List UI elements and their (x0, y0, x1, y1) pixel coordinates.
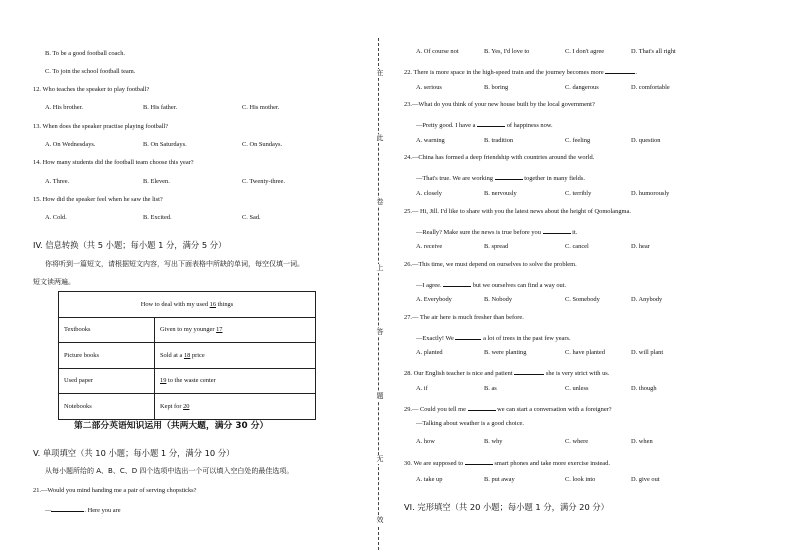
q24-option-c: C. terribly (565, 190, 592, 197)
q21-option-a: A. Of course not (416, 48, 459, 55)
q27-line-2-pre: —Exactly! We (416, 335, 454, 342)
q26-line-2-post: but we ourselves can find a way out. (472, 282, 567, 289)
q14-option-c: C. Twenty-three. (242, 178, 285, 185)
q26-stem: 26.—This time, we must depend on ourselves to solve the problem. (404, 261, 577, 268)
q12-stem: 12. Who teaches the speaker to play football? (33, 86, 150, 93)
q23-line-2 (416, 120, 553, 129)
part-2-title: 第二部分英语知识运用（共两大题，满分 30 分） (74, 421, 269, 431)
q15-option-c: C. Sad. (242, 214, 261, 221)
q23-option-a: A. warning (416, 137, 445, 144)
q29-blank[interactable] (468, 404, 496, 411)
section-4-instruction-line-2: 短文读两遍。 (33, 278, 75, 286)
q30-option-d: D. give out (631, 476, 660, 483)
seal-dashed-line (378, 38, 379, 550)
q13-option-a: A. On Wednesdays. (45, 141, 96, 148)
q27-option-c: C. have planted (565, 349, 605, 356)
section-5-instruction: 从每小题所给的 A、B、C、D 四个选项中选出一个可以填入空白处的最佳选项。 (45, 467, 294, 475)
q28-stem-pre: 28. Our English teacher is nice and patient (404, 370, 513, 377)
table-cell-item: Textbooks (59, 317, 155, 343)
action-suffix: price (190, 351, 205, 359)
q22-option-c: C. dangerous (565, 84, 599, 91)
q30-option-b: B. put away (484, 476, 515, 483)
q15-option-a: A. Cold. (45, 214, 67, 221)
q25-option-d: D. hear (631, 243, 650, 250)
seal-char: 在 (376, 69, 384, 77)
q25-option-a: A. receive (416, 243, 443, 250)
q23-stem: 23.—What do you think of your new house built by the local government? (404, 101, 595, 108)
q11-option-b: B. To be a good football coach. (45, 50, 126, 57)
q14-stem: 14. How many students did the football team choose this year? (33, 159, 194, 166)
q30-option-a: A. take up (416, 476, 443, 483)
q25-line-2 (416, 227, 577, 236)
q28-stem (404, 368, 609, 377)
q22-option-d: D. comfortable (631, 84, 670, 91)
q28-option-d: D. though (631, 385, 657, 392)
q23-blank[interactable] (477, 120, 505, 127)
q12-option-c: C. His mother. (242, 104, 280, 111)
q25-option-b: B. spread (484, 243, 509, 250)
table-title-suffix: things (216, 300, 234, 308)
q22-blank[interactable] (605, 67, 635, 74)
q24-option-a: A. closely (416, 190, 442, 197)
q27-line-2-post: a lot of trees in the past few years. (483, 335, 571, 342)
table-row (59, 368, 316, 394)
q21-answer-prefix: — (45, 507, 52, 514)
q21-option-b: B. Yes, I'd love to (484, 48, 530, 55)
section-6-title: VI. 完形填空（共 20 小题；每小题 1 分，满分 20 分） (404, 502, 609, 512)
q29-option-a: A. how (416, 438, 435, 445)
q22-stem (404, 67, 637, 76)
table-row (59, 394, 316, 420)
q28-option-b: B. as (484, 385, 497, 392)
q21-answer-line (45, 505, 121, 514)
q24-line-2 (416, 173, 585, 182)
q29-stem (404, 404, 612, 413)
q12-option-b: B. His father. (143, 104, 178, 111)
q21-blank[interactable] (51, 505, 84, 512)
q24-line-2-pre: —That's true. We are working (416, 175, 494, 182)
q26-line-2 (416, 280, 566, 289)
q26-option-b: B. Nobody (484, 296, 513, 303)
q27-line-2 (416, 333, 571, 342)
q24-option-b: B. nervously (484, 190, 517, 197)
seal-char: 卷 (376, 198, 384, 206)
table-cell-action (155, 368, 316, 394)
section-4-title: IV. 信息转换（共 5 小题；每小题 1 分，满分 5 分） (33, 240, 227, 250)
table-cell-action (155, 317, 316, 343)
q22-option-b: B. boring (484, 84, 509, 91)
q27-blank[interactable] (455, 333, 481, 340)
blank-17[interactable]: 17 (216, 326, 223, 334)
q13-option-b: B. On Saturdays. (143, 141, 187, 148)
table-title-cell (59, 292, 316, 318)
q21-option-d: D. That's all right (631, 48, 676, 55)
q12-option-a: A. His brother. (45, 104, 83, 111)
q29-stem-post: we can start a conversation with a foreigner? (497, 406, 612, 413)
information-table (58, 291, 316, 420)
section-4-instruction-line-1: 你将听到一篇短文，请根据短文内容，写出下面表格中所缺的单词，每空仅填一词。 (45, 260, 304, 268)
q14-option-b: B. Eleven. (143, 178, 170, 185)
table-title-prefix: How to deal with my used (140, 300, 210, 308)
q24-option-d: D. humorously (631, 190, 670, 197)
table-cell-item: Used paper (59, 368, 155, 394)
q11-option-c: C. To join the school football team. (45, 68, 136, 75)
action-prefix: Given to my younger (160, 326, 217, 334)
q21-answer-suffix: . Here you are (84, 507, 121, 514)
q25-blank[interactable] (543, 227, 571, 234)
q24-stem: 24.—China has formed a deep friendship with countries around the world. (404, 154, 595, 161)
q26-blank[interactable] (443, 280, 471, 287)
q28-option-a: A. if (416, 385, 428, 392)
q30-stem-pre: 30. We are supposed to (404, 460, 464, 467)
q27-option-b: B. were planting (484, 349, 527, 356)
q26-option-d: D. Anybody (631, 296, 663, 303)
q28-stem-post: she is very strict with us. (545, 370, 610, 377)
q25-stem: 25.— Hi, Jill. I'd like to share with you the latest news about the height of Qomolangma. (404, 208, 631, 215)
q14-option-a: A. Three. (45, 178, 70, 185)
q23-line-2-post: of happiness now. (506, 122, 553, 129)
q26-option-a: A. Everybody (416, 296, 452, 303)
q30-option-c: C. look into (565, 476, 596, 483)
seal-char: 效 (376, 516, 384, 524)
action-suffix: to the waste center (166, 377, 216, 385)
seal-char: 此 (376, 134, 384, 142)
q29-option-b: B. why (484, 438, 503, 445)
q21-option-c: C. I don't agree (565, 48, 605, 55)
q30-stem (404, 458, 610, 467)
blank-18[interactable]: 18 (183, 351, 191, 359)
table-cell-item: Picture books (59, 343, 155, 369)
q25-line-2-pre: —Really? Make sure the news is true before you (416, 229, 541, 236)
q29-option-c: C. where (565, 438, 589, 445)
seal-char: 答 (376, 328, 384, 336)
q29-stem-pre: 29.— Could you tell me (404, 406, 466, 413)
q26-option-c: C. Somebody (565, 296, 600, 303)
seal-char: 题 (376, 392, 384, 400)
seal-char: 无 (376, 455, 384, 463)
q22-option-a: A. serious (416, 84, 442, 91)
q27-option-d: D. will plant (631, 349, 664, 356)
q23-option-c: C. feeling (565, 137, 591, 144)
blank-16[interactable]: 16 (209, 300, 217, 308)
q25-line-2-post: it. (572, 229, 578, 236)
q23-line-2-pre: —Pretty good. I have a (416, 122, 476, 129)
table-row (59, 343, 316, 369)
blank-20[interactable]: 20 (183, 402, 190, 410)
q28-option-c: C. unless (565, 385, 589, 392)
table-cell-action (155, 343, 316, 369)
q24-line-2-post: together in many fields. (524, 175, 585, 182)
q27-option-a: A. planted (416, 349, 443, 356)
q29-option-d: D. when (631, 438, 653, 445)
q28-blank[interactable] (514, 368, 544, 375)
q29-line-2: —Talking about weather is a good choice. (416, 420, 524, 427)
action-prefix: Kept for (160, 402, 184, 410)
q26-line-2-pre: —I agree. (416, 282, 442, 289)
q15-stem: 15. How did the speaker feel when he saw the list? (33, 196, 163, 203)
q27-stem: 27.— The air here is much fresher than before. (404, 314, 524, 321)
q15-option-b: B. Excited. (143, 214, 172, 221)
q21-stem: 21.—Would you mind handing me a pair of serving chopsticks? (33, 487, 197, 494)
action-prefix: Sold at a (160, 351, 184, 359)
q13-stem: 13. When does the speaker practise playing football? (33, 123, 169, 130)
q30-stem-post: smart phones and take more exercise instead. (494, 460, 610, 467)
q25-option-c: C. cancel (565, 243, 589, 250)
q23-option-b: B. tradition (484, 137, 514, 144)
section-5-title: V. 单项填空（共 10 小题；每小题 1 分，满分 10 分） (33, 448, 235, 458)
q22-stem-text: 22. There is more space in the high-speed train and the journey becomes more (404, 69, 604, 76)
table-row (59, 317, 316, 343)
q30-blank[interactable] (465, 458, 493, 465)
seal-char: 上 (376, 264, 384, 272)
q23-option-d: D. question (631, 137, 661, 144)
blank-19[interactable]: 19 (160, 377, 167, 385)
q22-stem-end: . (635, 69, 637, 76)
table-cell-action (155, 394, 316, 420)
table-header-row (59, 292, 316, 318)
q24-blank[interactable] (495, 173, 523, 180)
q13-option-c: C. On Sundays. (242, 141, 283, 148)
table-cell-item: Notebooks (59, 394, 155, 420)
